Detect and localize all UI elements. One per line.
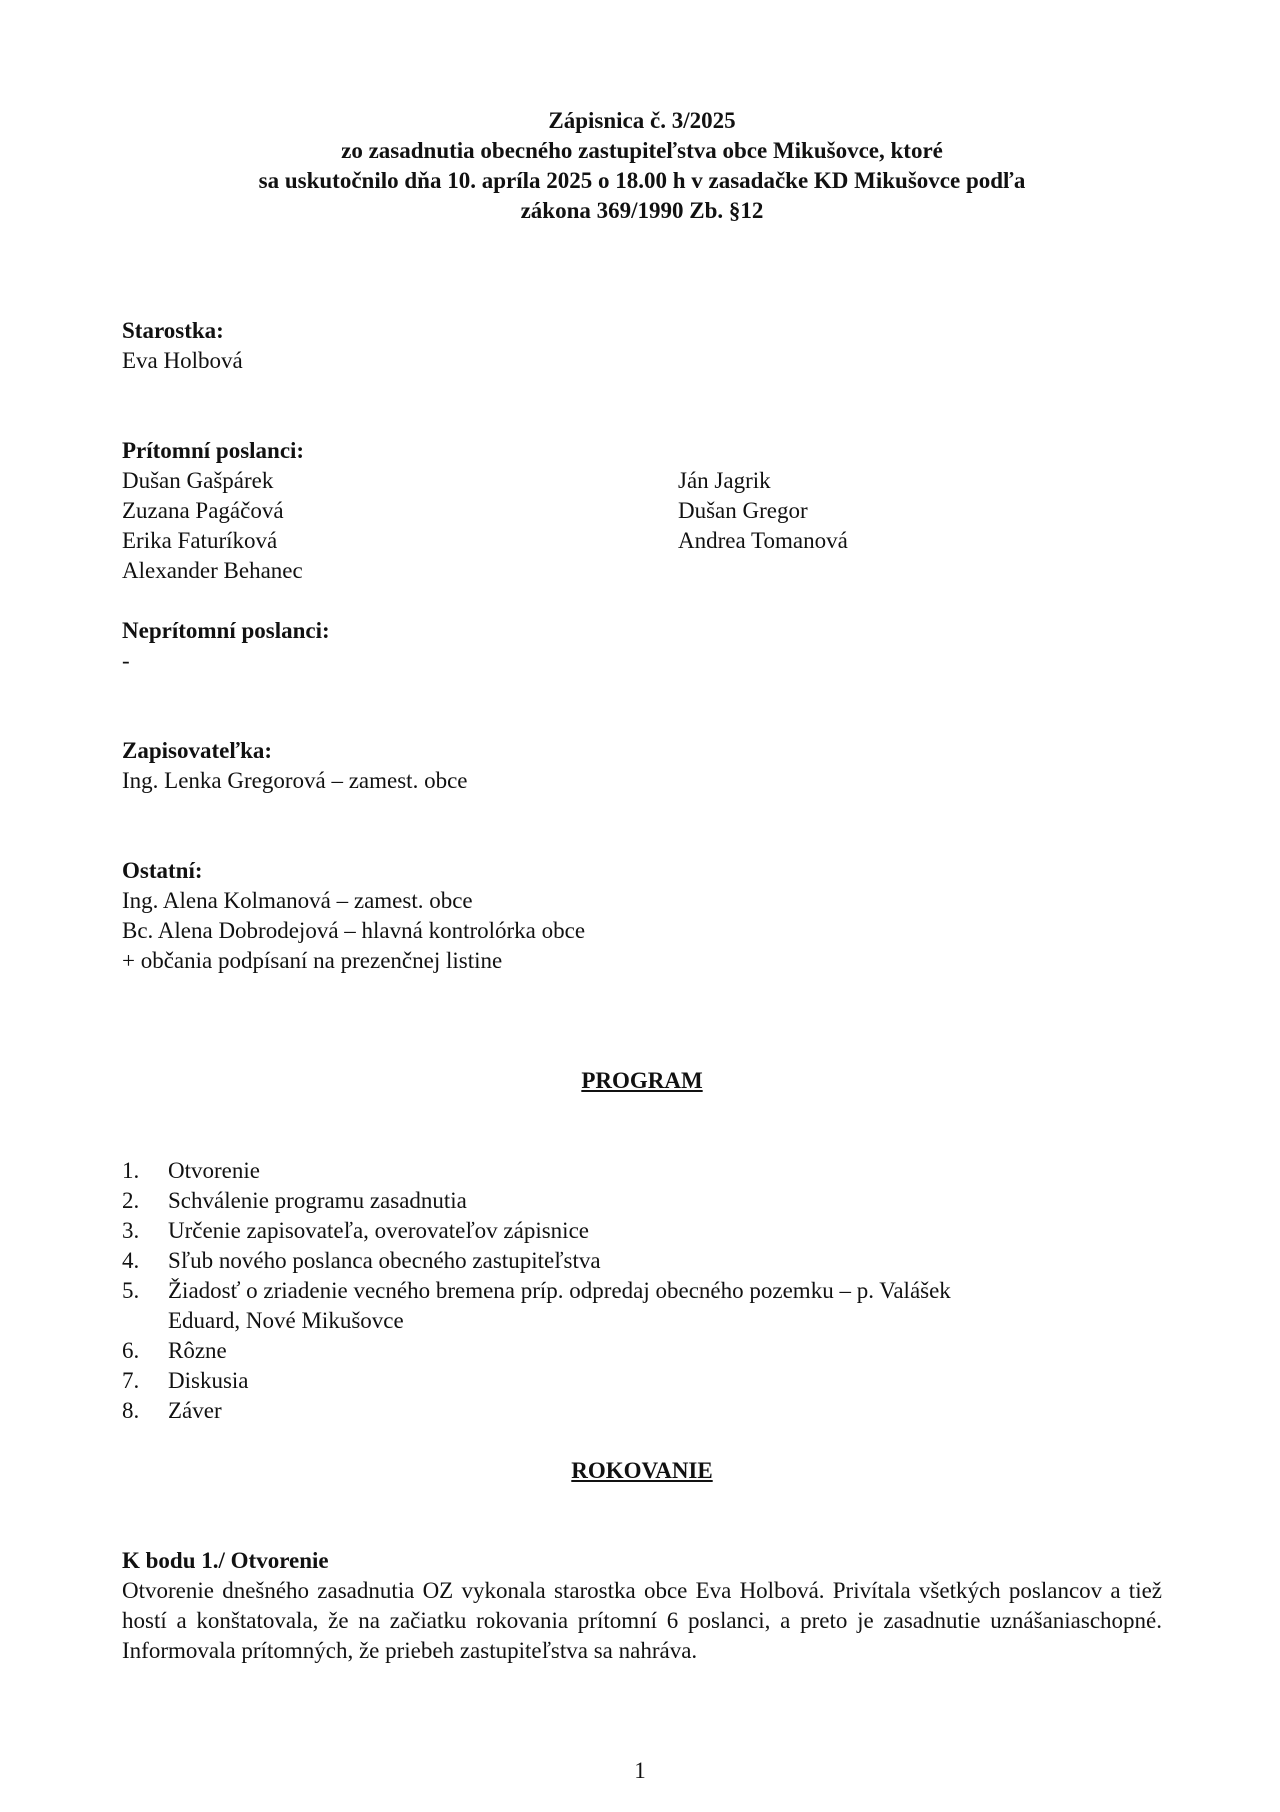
title-line-2: zo zasadnutia obecného zastupiteľstva obce Mikušovce, ktoré (341, 138, 943, 163)
poslanec-name: Alexander Behanec (122, 558, 303, 583)
program-item-text: Sľub nového poslanca obecného zastupiteľstva (168, 1248, 601, 1273)
program-item-number: 1. (122, 1158, 140, 1183)
program-item-text: Určenie zapisovateľa, overovateľov zápisnice (168, 1218, 589, 1243)
poslanec-name: Dušan Gašpárek (122, 468, 274, 493)
ostatni-line: Ing. Alena Kolmanová – zamest. obce (122, 888, 473, 913)
program-item-text (168, 1276, 1162, 1336)
program-item-text: Otvorenie (168, 1158, 260, 1183)
starostka-name: Eva Holbová (122, 348, 243, 373)
bod1-heading: K bodu 1./ Otvorenie (122, 1548, 329, 1573)
pritomni-left-column (122, 466, 678, 586)
program-item-number: 4. (122, 1248, 140, 1273)
program-item (122, 1396, 1162, 1426)
ostatni-section (122, 856, 1162, 976)
program-item (122, 1156, 1162, 1186)
program-item-text: Rôzne (168, 1338, 227, 1363)
ostatni-line: Bc. Alena Dobrodejová – hlavná kontrolórka obce (122, 918, 586, 943)
program-item-number: 8. (122, 1398, 140, 1423)
program-item-text-line: Eduard, Nové Mikušovce (168, 1308, 404, 1333)
ostatni-label: Ostatní: (122, 858, 203, 883)
pritomni-label: Prítomní poslanci: (122, 438, 305, 463)
ostatni-line: + občania podpísaní na prezenčnej listine (122, 948, 503, 973)
program-item-number: 6. (122, 1338, 140, 1363)
program-item (122, 1336, 1162, 1366)
program-item (122, 1216, 1162, 1246)
starostka-label: Starostka: (122, 318, 224, 343)
program-item (122, 1366, 1162, 1396)
zapisovatelka-value: Ing. Lenka Gregorová – zamest. obce (122, 768, 468, 793)
program-item-number: 5. (122, 1278, 140, 1303)
program-heading: PROGRAM (581, 1068, 703, 1093)
starostka-section (122, 316, 1162, 376)
nepritomni-section (122, 616, 1162, 676)
program-item-number: 3. (122, 1218, 140, 1243)
zapisovatelka-label: Zapisovateľka: (122, 738, 273, 763)
program-item-text: Schválenie programu zasadnutia (168, 1188, 467, 1213)
program-item-number: 7. (122, 1368, 140, 1393)
program-list (122, 1156, 1162, 1426)
page-number: 1 (634, 1758, 646, 1783)
program-item (122, 1186, 1162, 1216)
nepritomni-value: - (122, 648, 130, 673)
poslanec-name: Zuzana Pagáčová (122, 498, 284, 523)
rokovanie-heading: ROKOVANIE (571, 1458, 713, 1483)
pritomni-section (122, 436, 1162, 586)
poslanec-name: Erika Faturíková (122, 528, 278, 553)
program-item (122, 1246, 1162, 1276)
bod1-paragraph: Otvorenie dnešného zasadnutia OZ vykonala starostka obce Eva Holbová. Privítala všetkých poslancov a tiež hostí a konštatovala, že na začiatku rokovania prítomní 6 poslanci, a preto je zasadnutie uznášaniaschopné. Informovala prítomných, že priebeh zastupiteľstva sa nahráva. (122, 1578, 1162, 1663)
pritomni-right-column (678, 466, 1158, 586)
document-title (122, 106, 1162, 226)
document-page (122, 106, 1162, 1666)
title-line-1: Zápisnica č. 3/2025 (548, 108, 736, 133)
poslanec-name: Ján Jagrik (678, 468, 771, 493)
poslanec-name: Dušan Gregor (678, 498, 808, 523)
program-item-text: Diskusia (168, 1368, 249, 1393)
title-line-3: sa uskutočnilo dňa 10. apríla 2025 o 18.00 h v zasadačke KD Mikušovce podľa (258, 168, 1026, 193)
pritomni-columns (122, 466, 1162, 586)
program-item-number: 2. (122, 1188, 140, 1213)
title-line-4: zákona 369/1990 Zb. §12 (520, 198, 764, 223)
program-item (122, 1276, 1162, 1336)
nepritomni-label: Neprítomní poslanci: (122, 618, 330, 643)
poslanec-name: Andrea Tomanová (678, 528, 848, 553)
program-item-text-line: Žiadosť o zriadenie vecného bremena príp. odpredaj obecného pozemku – p. Valášek (168, 1278, 951, 1303)
program-item-text: Záver (168, 1398, 222, 1423)
zapisovatelka-section (122, 736, 1162, 796)
